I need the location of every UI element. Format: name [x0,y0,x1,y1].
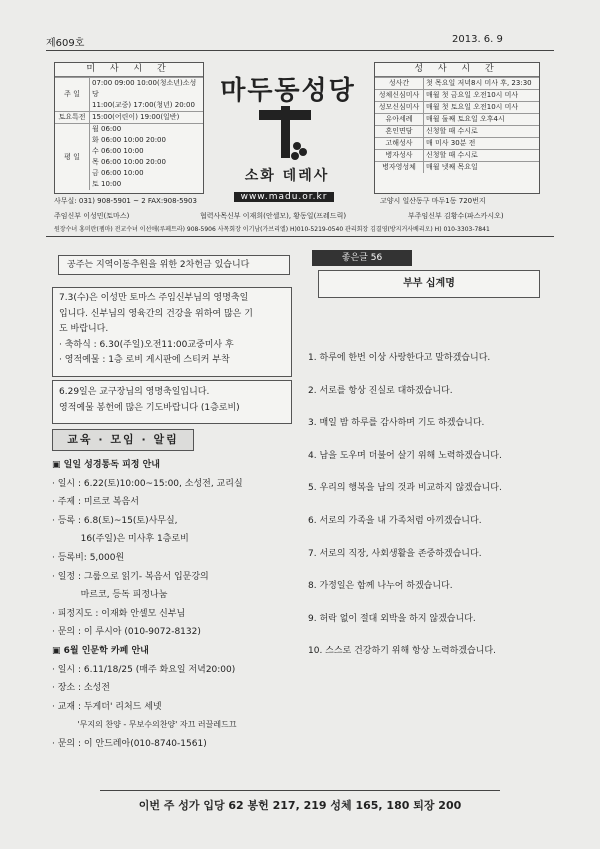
sacrament-times-table [375,77,539,173]
good-writing-title: 부부 십계명 [318,270,540,298]
row-label: 고해성사 [375,138,424,150]
sacrament-times-box [374,62,540,194]
list-item: 3. 매일 밤 하루를 감사하며 기도 하겠습니다. [308,418,485,429]
row-label: 성사간 [375,78,424,90]
list-item: 마르코, 등독 피정나눔 [52,590,168,601]
notice-bishop [52,380,292,424]
list-item: · 등록 : 6.8(토)~15(토)사무실, [52,515,178,526]
row-label: 혼인면담 [375,126,424,138]
row-value: 매월 첫 토요일 오전10시 미사 [424,102,540,114]
list-item: 5. 우리의 행복을 남의 것과 비교하지 않겠습니다. [308,483,502,494]
staff-associate: 부주임신부 김황수(파스카시오) [408,212,504,220]
table-row [375,114,539,126]
table-row [375,102,539,114]
list-item: ▣ 6월 인문학 카페 안내 [52,645,149,656]
edu-list [52,456,292,754]
list-item: 7. 서로의 직장, 사회생활을 존중하겠습니다. [308,548,482,559]
row-label: 성모신심미사 [375,102,424,114]
row-value: 수 06:00 10:00 [92,147,144,155]
list-item: · 일정 : 그룹으로 읽기- 복음서 입문강의 [52,571,209,582]
notice-feast [52,287,292,377]
table-row [375,78,539,90]
row-value: 매 미사 30분 전 [424,138,540,150]
table-row [375,162,539,174]
list-item: · 문의 : 이 안드레아(010-8740-1561) [52,738,207,749]
row-value: 매월 넷째 목요일 [424,162,540,174]
notice-line: 입니다. 신부님의 영육간의 건강을 위하여 많은 기 [59,308,253,319]
mass-times-box [54,62,204,194]
table-row [375,138,539,150]
row-value: 월 06:00 [92,125,122,133]
list-item: '무지의 찬양 - 무보수의찬양' 자끄 러끌레드끄 [52,720,237,730]
list-item: 10. 스스로 건강하기 위해 항상 노력하겠습니다. [308,646,496,657]
list-item: 9. 허락 없이 절대 외박을 하지 않겠습니다. [308,613,476,624]
list-item: 6. 서로의 가족을 내 가족처럼 아끼겠습니다. [308,515,482,526]
row-value: 매월 둘째 토요일 오후4시 [424,114,540,126]
row-label: 토요특전 [55,112,90,124]
list-item: · 등록비: 5,000원 [52,552,125,563]
row-value: 15:00(어린이) 19:00(일반) [90,112,204,124]
table-row [375,126,539,138]
table-row [55,124,203,191]
row-value: 목 06:00 10:00 20:00 [92,158,166,166]
row-value: 신청할 때 수시로 [424,126,540,138]
issue-date: 2013. 6. 9 [452,34,503,45]
table-row [55,78,203,112]
row-label: 성체신심미사 [375,90,424,102]
website-link[interactable]: www.madu.or.kr [234,192,334,202]
row-value: 07:00 09:00 10:00(청소년)소성당 [92,79,197,98]
row-label: 주 일 [55,78,90,112]
top-divider [46,50,554,51]
row-value: 신청할 때 수시로 [424,150,540,162]
header-divider [46,236,554,237]
church-name: 마두동성당 [220,76,356,106]
notice-line: · 영적예물 : 1층 로비 게시판에 스티커 부착 [59,355,230,365]
list-item: · 일시 : 6.22(토)10:00~15:00, 소성전, 교리실 [52,478,243,489]
row-value: 첫 목요일 저녁8시 미사 후, 23:30 [424,78,540,90]
table-row [375,90,539,102]
cross-logo [257,106,313,166]
notice-line: · 축하식 : 6.30(주일)오전11:00교중미사 후 [59,339,234,350]
row-label: 평 일 [55,124,90,191]
mass-times-title: 미 사 시 간 [55,63,203,77]
staff-assistant: 협력사목신부 이재희(안셀모), 황동일(프레드릭) [200,212,347,220]
list-item: 16(주일)은 미사후 1층로비 [52,534,189,545]
mass-times-table [55,77,203,190]
patron-name: 소화 데레사 [244,168,330,184]
list-item: · 장소 : 소성전 [52,683,110,694]
list-item: 4. 남을 도우며 더불어 살기 위해 노력하겠습니다. [308,450,502,461]
good-writing-label: 좋은글 56 [312,250,412,266]
notice-collection: 공주는 지역이동추원을 위한 2차헌금 있습니다 [58,255,290,275]
row-value: 토 10:00 [92,180,122,188]
notice-line: 도 바랍니다. [59,324,109,334]
list-item: · 일시 : 6.11/18/25 (매주 화요일 저녁20:00) [52,664,236,675]
list-item: ▣ 일일 성경통독 피정 안내 [52,460,160,470]
list-item: · 피정지도 : 이재화 안셀모 신부님 [52,608,186,619]
hymn-numbers: 이번 주 성가 입당 62 봉헌 217, 219 성체 165, 180 퇴장 200 [138,799,462,812]
footer-divider [100,790,500,791]
staff-details: 원장수녀 홍미란(젬마) 전교수녀 이선애(루페트라) 908-5906 사목회장 이기남(가브리엘) H)010-5219-0540 관리회장 김결영(방지거사베리오) H) 010-3303-7841 [54,226,490,233]
issue-number: 제609호 [46,38,85,49]
notice-line: 영적예물 봉헌에 많은 기도바랍니다 (1층로비) [59,403,240,413]
church-address: 고양시 일산동구 마두1동 720번지 [380,197,486,205]
row-label: 유아세례 [375,114,424,126]
row-value: 11:00(교중) 17:00(청년) 20:00 [92,101,195,109]
row-value: 금 06:00 10:00 [92,169,144,177]
sacrament-times-title: 성 사 시 간 [375,63,539,77]
office-contact: 사무실: 031) 908-5901 ~ 2 FAX:908-5903 [54,197,197,205]
table-row [55,112,203,124]
edu-heading: 교육 · 모임 · 알림 [52,429,194,451]
row-label: 병자영성체 [375,162,424,174]
commandments-list [308,342,558,668]
notice-line: 6.29일은 교구장님의 영명축일입니다. [59,387,210,397]
list-item: 8. 가정일은 함께 나누어 하겠습니다. [308,581,453,592]
table-row [375,150,539,162]
list-item: · 교재 : 두게더' 리처드 세넷 [52,701,162,712]
list-item: 1. 하루에 한번 이상 사랑한다고 말하겠습니다. [308,353,491,363]
list-item: · 주제 : 미르코 복음서 [52,497,139,508]
list-item: 2. 서로를 항상 진실로 대하겠습니다. [308,385,453,396]
row-value: 매월 첫 금요일 오전10시 미사 [424,90,540,102]
staff-pastor: 주임신부 이성민(토마스) [54,212,130,220]
row-value: 화 06:00 10:00 20:00 [92,136,166,144]
notice-line: 7.3(수)은 이성만 토마스 주임신부님의 영명축일 [59,293,249,303]
row-label: 병자성사 [375,150,424,162]
list-item: · 문의 : 이 루시아 (010-9072-8132) [52,627,201,638]
